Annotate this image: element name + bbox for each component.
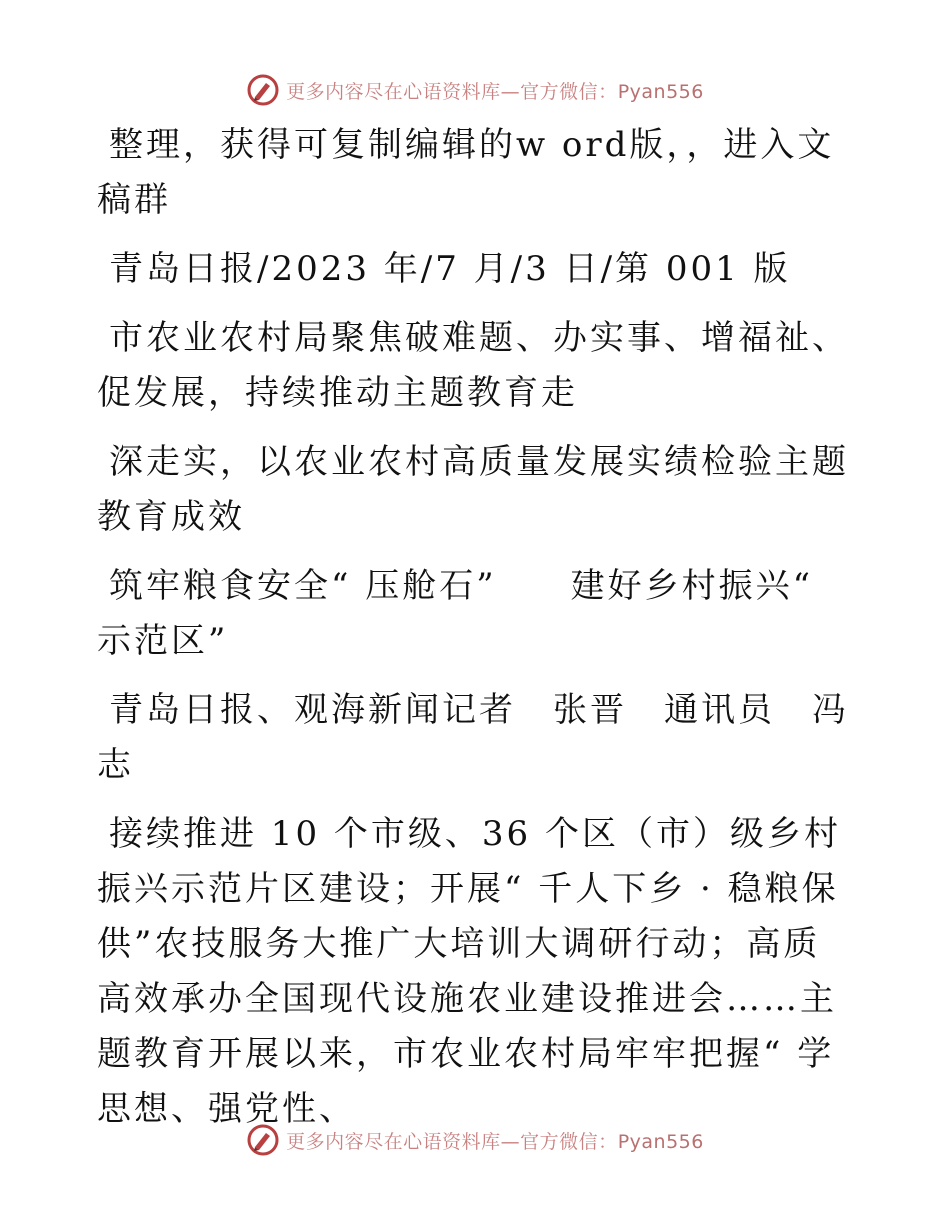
document-body bbox=[97, 118, 857, 1151]
paragraph: 筑牢粮食安全“ 压舱石” 建好乡村振兴“ 示范区” bbox=[97, 566, 813, 661]
pen-logo-icon bbox=[246, 1123, 280, 1157]
paragraph: 市农业农村局聚焦破难题、办实事、增福祉、促发展，持续推动主题教育走 bbox=[97, 318, 849, 413]
header-watermark-text bbox=[286, 77, 704, 104]
footer-separator: — bbox=[500, 1130, 521, 1153]
footer-watermark-text bbox=[286, 1127, 704, 1154]
paragraph: 青岛日报/2023 年/7 月/3 日/第 001 版 bbox=[109, 249, 791, 289]
header-wechat-label: 官方微信： bbox=[520, 80, 618, 103]
footer-site-text: 更多内容尽在心语资料库 bbox=[286, 1130, 501, 1153]
paragraph: 整理，获得可复制编辑的w ord版，，进入文稿群 bbox=[97, 125, 835, 220]
pen-logo-icon bbox=[246, 73, 280, 107]
header-wechat-account: Pyan556 bbox=[617, 80, 704, 103]
footer-wechat-label: 官方微信： bbox=[520, 1130, 618, 1153]
paragraph: 深走实，以农业农村高质量发展实绩检验主题教育成效 bbox=[97, 442, 849, 537]
paragraph: 接续推进 10 个市级、36 个区（市）级乡村振兴示范片区建设；开展“ 千人下乡 · 稳粮保供”农技服务大推广大培训大调研行动；高质高效承办全国现代设施农业建设推进会……主题教育开展以来，市农业农村局牢牢把握“ 学思想、强党性、 bbox=[97, 814, 841, 1129]
header-separator: — bbox=[500, 80, 521, 103]
paragraph: 青岛日报、观海新闻记者 张晋 通讯员 冯志 bbox=[97, 690, 849, 785]
footer-watermark bbox=[0, 1120, 950, 1160]
footer-wechat-account: Pyan556 bbox=[617, 1130, 704, 1153]
header-site-text: 更多内容尽在心语资料库 bbox=[286, 80, 501, 103]
header-watermark bbox=[0, 70, 950, 110]
